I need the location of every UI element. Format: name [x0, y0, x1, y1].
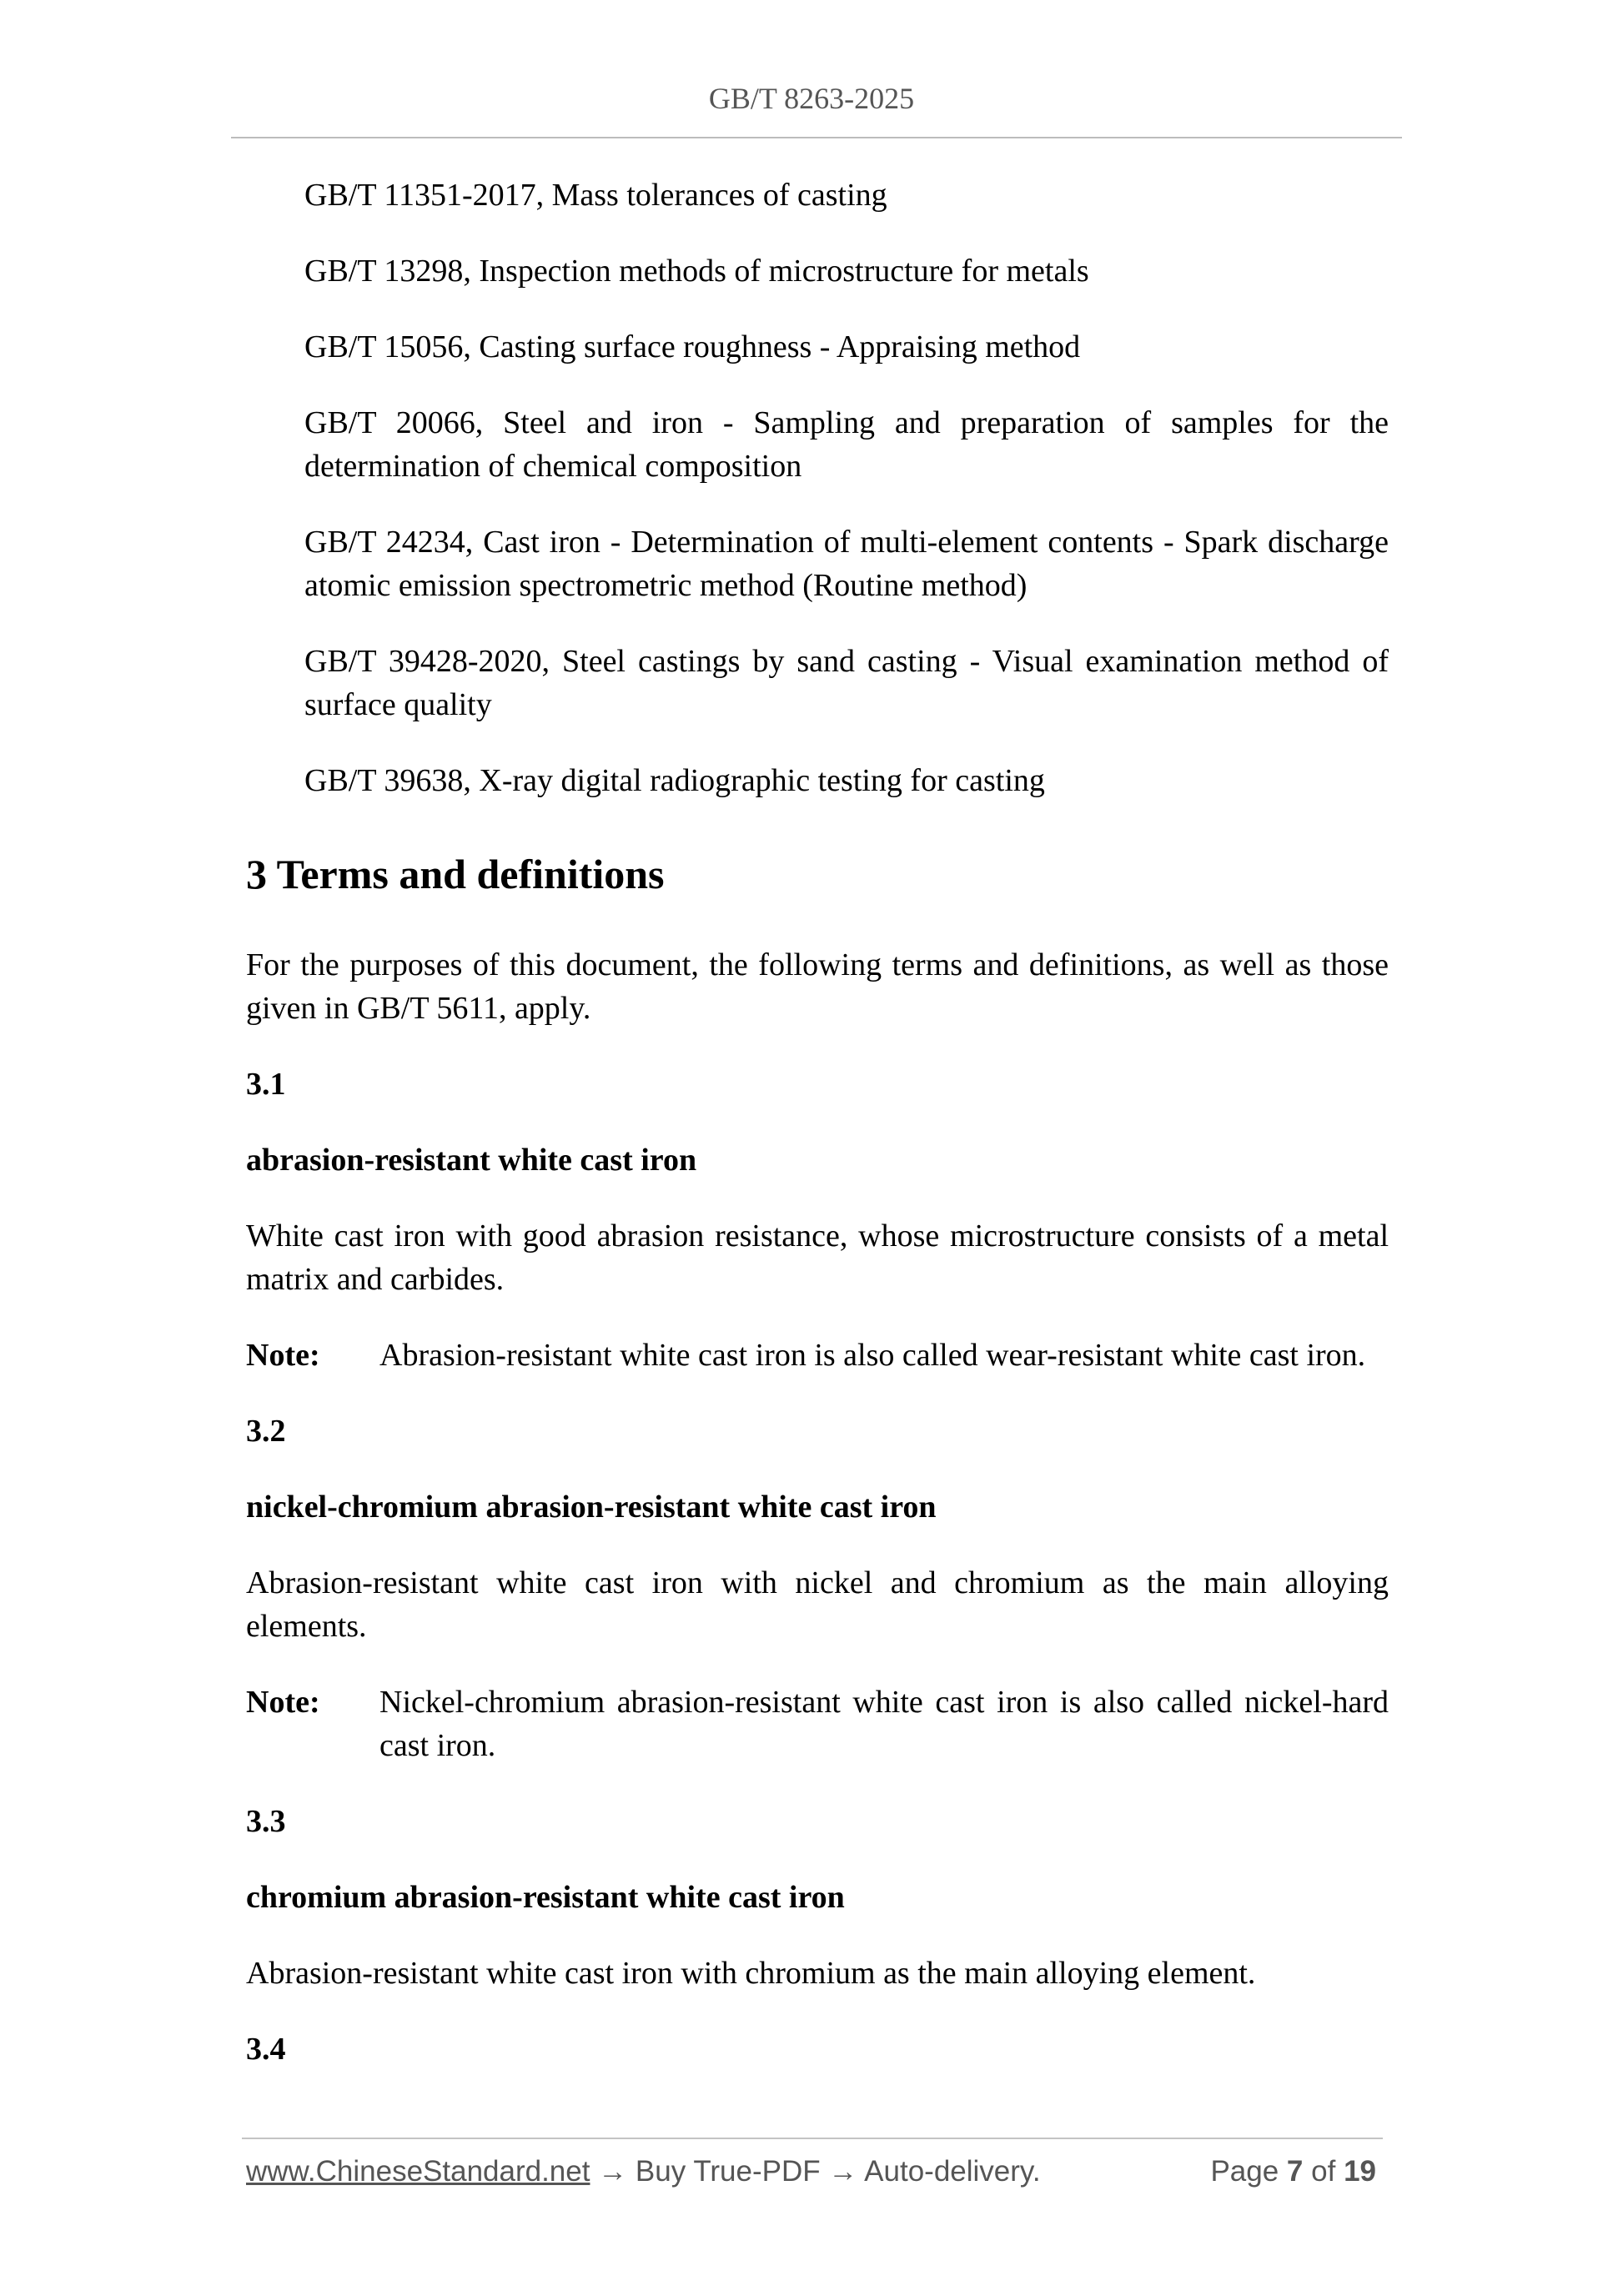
term-name: chromium abrasion-resistant white cast iron [246, 1880, 845, 1915]
note-text: Nickel-chromium abrasion-resistant white cast iron is also called nickel-hard cast iron. [379, 1685, 1389, 1763]
footer-left [246, 2155, 1041, 2188]
page-word: Page [1210, 2155, 1279, 2188]
term-name: nickel-chromium abrasion-resistant white cast iron [246, 1490, 937, 1525]
term-note [246, 1334, 1389, 1377]
site-link[interactable]: www.ChineseStandard.net [246, 2155, 590, 2188]
note-label: Note: [246, 1338, 320, 1373]
footer-divider [242, 2138, 1383, 2139]
page-body [246, 173, 1389, 2103]
reference-item: GB/T 24234, Cast iron - Determination of multi-element contents - Spark discharge atomic emission spectrometric method (Routine method) [304, 525, 1389, 603]
section-heading: 3 Terms and definitions [246, 851, 665, 897]
reference-item: GB/T 39428-2020, Steel castings by sand casting - Visual examination method of surface quality [304, 644, 1389, 722]
footer-tagline: → Buy True-PDF → Auto-delivery. [590, 2155, 1041, 2188]
note-label: Note: [246, 1685, 320, 1720]
term-entry [246, 1800, 1389, 1995]
term-definition: Abrasion-resistant white cast iron with nickel and chromium as the main alloying elements. [246, 1565, 1389, 1644]
reference-item: GB/T 13298, Inspection methods of microstructure for metals [304, 254, 1089, 289]
reference-item: GB/T 11351-2017, Mass tolerances of casting [304, 178, 887, 213]
term-number: 3.4 [246, 2032, 286, 2067]
page-current: 7 [1286, 2155, 1304, 2188]
reference-item: GB/T 15056, Casting surface roughness - Appraising method [304, 329, 1081, 364]
header-divider [231, 137, 1402, 138]
term-number: 3.3 [246, 1804, 286, 1839]
page-total: 19 [1344, 2155, 1376, 2188]
of-word: of [1311, 2155, 1336, 2188]
term-number: 3.2 [246, 1414, 286, 1449]
term-name: abrasion-resistant white cast iron [246, 1143, 697, 1178]
term-note [246, 1681, 1389, 1767]
running-header: GB/T 8263-2025 [708, 82, 915, 115]
term-entry [246, 1063, 1389, 1377]
term-number: 3.1 [246, 1067, 286, 1102]
page-indicator [1210, 2155, 1376, 2188]
reference-list [246, 173, 1389, 802]
section-intro: For the purposes of this document, the following terms and definitions, as well as those given in GB/T 5611, apply. [246, 947, 1389, 1026]
term-definition: Abrasion-resistant white cast iron with chromium as the main alloying element. [246, 1956, 1256, 1991]
reference-item: GB/T 39638, X-ray digital radiographic testing for casting [304, 763, 1045, 798]
term-entry [246, 2027, 1389, 2071]
reference-item: GB/T 20066, Steel and iron - Sampling and preparation of samples for the determination of chemical composition [304, 405, 1389, 484]
note-text: Abrasion-resistant white cast iron is also called wear-resistant white cast iron. [379, 1338, 1366, 1373]
page-footer [246, 2155, 1376, 2188]
term-definition: White cast iron with good abrasion resistance, whose microstructure consists of a metal matrix and carbides. [246, 1218, 1389, 1297]
term-entry [246, 1409, 1389, 1767]
